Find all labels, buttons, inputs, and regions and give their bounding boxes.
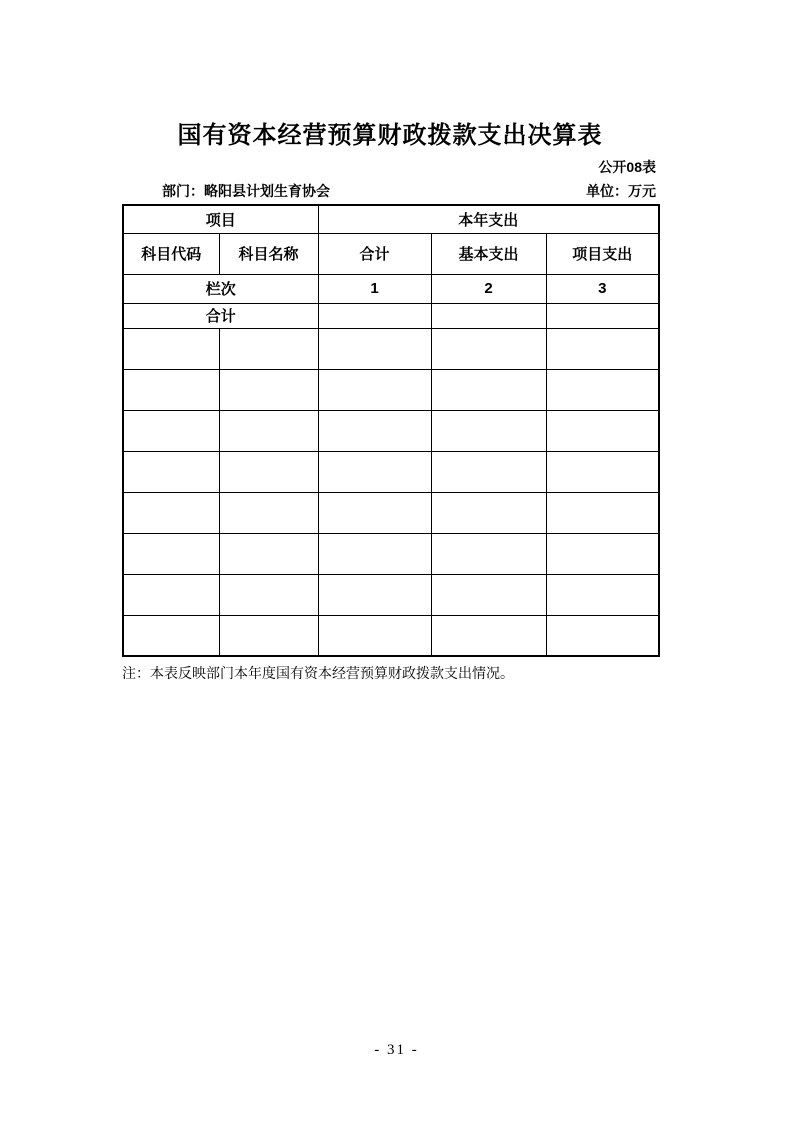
table-cell — [219, 369, 318, 410]
table-cell — [318, 451, 431, 492]
table-cell — [123, 574, 219, 615]
report-title: 国有资本经营预算财政拨款支出决算表 — [177, 122, 603, 149]
table-cell — [318, 615, 431, 656]
table-cell — [546, 615, 659, 656]
column-header-subject-name: 科目名称 — [219, 233, 318, 274]
table-rank-row — [123, 274, 659, 303]
rank-row-label: 栏次 — [123, 274, 318, 303]
unit-label: 单位：万元 — [586, 183, 656, 199]
table-cell — [431, 574, 546, 615]
table-cell — [123, 615, 219, 656]
table-cell — [123, 369, 219, 410]
table-cell — [318, 574, 431, 615]
table-total-row — [123, 303, 659, 328]
table-column-header-row — [123, 233, 659, 274]
table-cell — [431, 369, 546, 410]
table-cell — [318, 410, 431, 451]
total-row-total-value — [318, 303, 431, 328]
table-cell — [219, 615, 318, 656]
table-cell — [546, 328, 659, 369]
table-cell — [123, 410, 219, 451]
table-empty-rows — [123, 328, 659, 656]
table-cell — [431, 615, 546, 656]
table-cell — [431, 410, 546, 451]
total-row-label: 合计 — [123, 303, 318, 328]
meta-row — [122, 182, 658, 200]
table-cell — [318, 492, 431, 533]
table-cell — [318, 369, 431, 410]
table-cell — [546, 410, 659, 451]
table-cell — [431, 533, 546, 574]
table-row — [123, 369, 659, 410]
table-cell — [219, 574, 318, 615]
project-group-header: 项目 — [123, 205, 318, 233]
table-cell — [123, 492, 219, 533]
table-cell — [546, 369, 659, 410]
department-label: 部门：略阳县计划生育协会 — [162, 183, 330, 199]
table-cell — [123, 533, 219, 574]
column-header-basic-expenditure: 基本支出 — [431, 233, 546, 274]
total-row-project-value — [546, 303, 659, 328]
table-cell — [431, 492, 546, 533]
table-cell — [546, 574, 659, 615]
column-header-project-expenditure: 项目支出 — [546, 233, 659, 274]
column-header-subject-code: 科目代码 — [123, 233, 219, 274]
table-cell — [318, 328, 431, 369]
table-cell — [219, 492, 318, 533]
note-text: 注：本表反映部门本年度国有资本经营预算财政拨款支出情况。 — [122, 667, 514, 682]
table-cell — [431, 328, 546, 369]
year-expenditure-group-header: 本年支出 — [318, 205, 659, 233]
table-row — [123, 410, 659, 451]
table-cell — [219, 328, 318, 369]
budget-table — [122, 204, 660, 657]
table-cell — [318, 533, 431, 574]
table-cell — [123, 328, 219, 369]
table-cell — [219, 533, 318, 574]
total-row-basic-value — [431, 303, 546, 328]
table-cell — [219, 410, 318, 451]
table-cell — [546, 451, 659, 492]
table-row — [123, 451, 659, 492]
table-row — [123, 615, 659, 656]
table-cell — [546, 492, 659, 533]
table-cell — [546, 533, 659, 574]
report-content — [122, 0, 658, 684]
table-cell — [219, 451, 318, 492]
rank-number-total: 1 — [318, 274, 431, 303]
table-cell — [123, 451, 219, 492]
table-row — [123, 328, 659, 369]
rank-number-project: 3 — [546, 274, 659, 303]
table-row — [123, 574, 659, 615]
column-header-total: 合计 — [318, 233, 431, 274]
table-row — [123, 492, 659, 533]
form-code: 公开08表 — [598, 159, 656, 175]
table-cell — [431, 451, 546, 492]
table-row — [123, 533, 659, 574]
table-group-header-row — [123, 205, 659, 233]
page-number: - 31 - — [374, 1042, 419, 1058]
rank-number-basic: 2 — [431, 274, 546, 303]
